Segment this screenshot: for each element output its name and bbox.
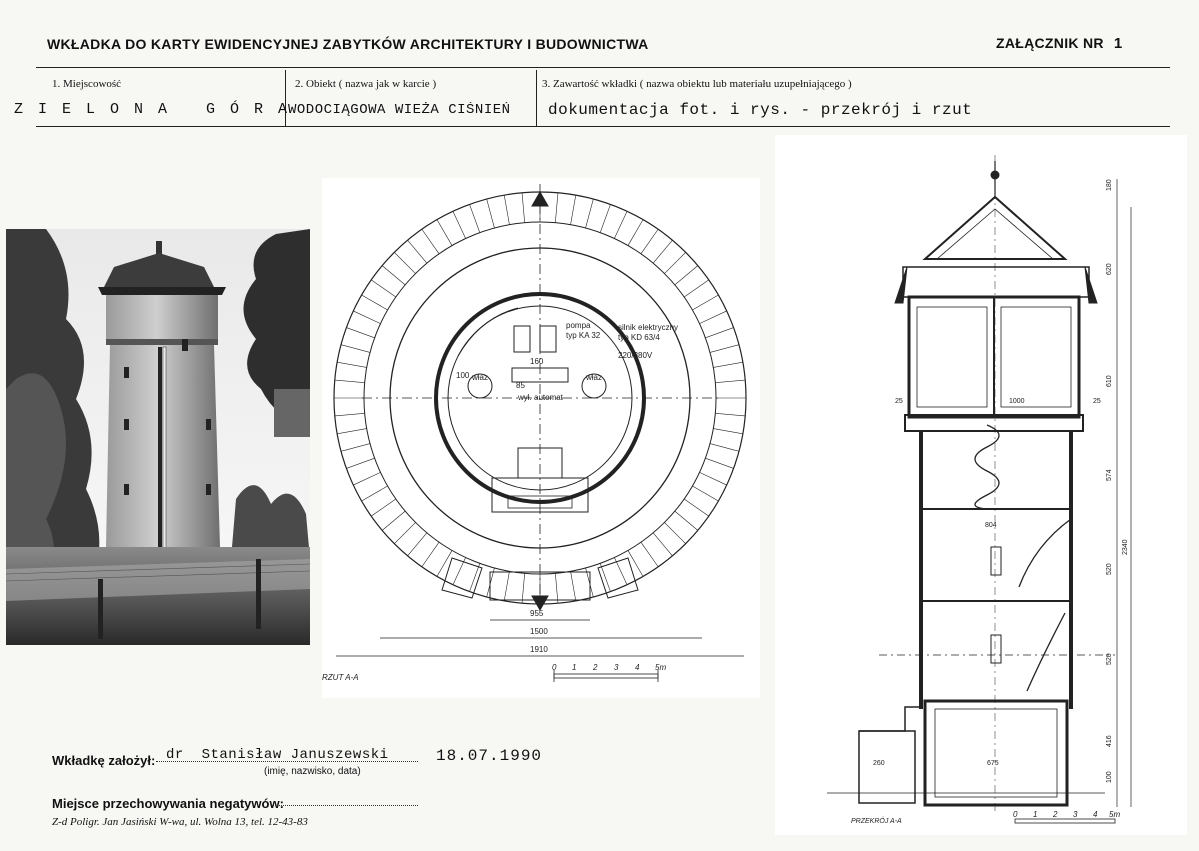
attachment-label: ZAŁĄCZNIK NR [996,35,1104,51]
plan-ring-tick [522,573,525,603]
svg-text:2: 2 [1053,810,1058,819]
plan-dim-955: 955 [530,609,544,618]
plan-ring-tick [346,328,374,338]
plan-ring-tick [335,413,365,416]
tower-photograph [6,229,310,645]
plan-ring-tick [408,240,427,263]
svg-text:520: 520 [1106,653,1113,665]
plan-ring-tick [337,362,367,367]
contents-value: dokumentacja fot. i rys. - przekrój i rzut [548,101,973,119]
plan-ring-tick [408,533,427,556]
svg-text:5m: 5m [655,663,667,672]
plan-dim-85: 85 [516,381,525,390]
plan-ring-tick [653,240,672,263]
plan-note-pump-type: typ KA 32 [566,331,601,340]
svg-text:1: 1 [1033,810,1038,819]
plan-note-motor: silnik elektryczny [618,323,679,332]
svg-text:416: 416 [1106,735,1113,747]
plan-ring-tick [437,550,452,576]
founder-hint: (imię, nazwisko, data) [264,766,361,777]
plan-ring-tick [713,362,743,367]
plan-ring-tick [600,204,610,232]
plan-ring-tick [337,429,367,434]
plan-note-manhole-1: właz [472,373,489,382]
plan-ring-tick [487,199,495,228]
plan-ring-tick [614,211,627,238]
plan-ring-tick [705,458,733,468]
plan-ring-tick [571,195,576,225]
svg-text:5m: 5m [1109,810,1121,819]
plan-ring-tick [522,193,525,223]
plan-ring-tick [371,499,396,516]
plan-ring-tick [362,295,388,310]
plan-ring-tick [346,458,374,468]
attachment-number [996,35,1122,52]
svg-text:0: 0 [552,663,557,672]
svg-text:260: 260 [873,760,885,767]
storage-label: Miejsce przechowywania negatywów: [52,796,284,811]
plan-ring-tick [684,499,709,516]
locality-label: 1. Miejscowość [52,78,122,90]
form-title: WKŁADKA DO KARTY EWIDENCYJNEJ ZABYTKÓW ARCHITEKTURY I BUDOWNICTWA [47,36,649,52]
svg-text:0: 0 [1013,810,1018,819]
plan-ring-tick [710,444,739,452]
floor-plan-drawing [322,178,760,698]
svg-text:574: 574 [1106,469,1113,481]
plan-ring-tick [353,472,380,485]
plan-dim-1500: 1500 [530,627,548,636]
founder-date: 18.07.1990 [436,747,543,765]
plan-ring-tick [504,195,509,225]
plan-ring-tick [684,280,709,297]
plan-ring-tick [705,328,733,338]
plan-scale-bar [554,670,658,682]
plan-ring-tick [664,522,685,543]
section-label: PRZEKRÓJ A-A [851,818,902,825]
svg-text:2: 2 [593,663,598,672]
plan-ring-tick [641,542,658,567]
svg-text:100: 100 [1106,771,1113,783]
plan-ring-tick [504,571,509,601]
plan-ring-tick [353,311,380,324]
contents-label: 3. Zawartość wkładki ( nazwa obiektu lub materiału uzupełniającego ) [542,78,852,90]
plan-ring-tick [675,511,698,530]
plan-ring-tick [394,522,415,543]
plan-dim-160: 160 [530,357,544,366]
founder-value: dr Stanisław Januszewski [166,747,389,763]
svg-text:25: 25 [1093,398,1101,405]
plan-ring-tick [555,573,558,603]
attachment-number-value: 1 [1113,35,1123,52]
svg-text:25: 25 [895,398,903,405]
svg-text:1000: 1000 [1009,398,1025,405]
plan-ring-tick [692,295,718,310]
svg-text:4: 4 [635,663,640,672]
plan-ring-tick [362,486,388,501]
plan-ring-tick [713,429,743,434]
plan-ring-tick [382,266,405,285]
svg-text:620: 620 [1106,263,1113,275]
plan-ring-tick [571,571,576,601]
plan-ring-tick [653,533,672,556]
plan-ring-tick [600,563,610,591]
plan-ring-tick [700,311,727,324]
svg-text:1: 1 [572,663,577,672]
section-scale-bar [1015,819,1115,823]
plan-ring-tick [453,211,466,238]
plan-note-motor-type: typ KD 63/4 [618,333,660,342]
printer-imprint: Z-d Poligr. Jan Jasiński W-wa, ul. Wolna 13, tel. 12-43-83 [52,816,308,828]
section-svg [775,135,1187,835]
header-rule [36,67,1170,68]
svg-text:3: 3 [1073,810,1078,819]
plan-ring-tick [394,252,415,273]
plan-ring-tick [628,550,643,576]
plan-ring-tick [715,413,745,416]
plan-ring-tick [555,193,558,223]
svg-text:675: 675 [987,760,999,767]
plan-ring-tick [341,444,370,452]
plan-ring-tick [470,563,480,591]
plan-ring-tick [371,280,396,297]
svg-text:520: 520 [1106,563,1113,575]
svg-text:4: 4 [1093,810,1098,819]
tower-photo-image [6,229,310,645]
svg-text:610: 610 [1106,375,1113,387]
storage-dotted-line [272,805,418,806]
plan-dim-1910: 1910 [530,645,548,654]
svg-text:2340: 2340 [1122,539,1129,555]
section-drawing [775,135,1187,835]
plan-ring-tick [675,266,698,285]
plan-ring-tick [664,252,685,273]
plan-ring-tick [710,345,739,353]
object-label: 2. Obiekt ( nazwa jak w karcie ) [295,78,437,90]
plan-ring-tick [335,380,365,383]
field-divider [536,70,537,126]
floor-plan-svg [322,178,760,698]
plan-ring-tick [422,229,439,254]
plan-note-voltage: 220/380V [618,351,653,360]
plan-ring-tick [437,220,452,246]
plan-ring-tick [422,542,439,567]
plan-ring-tick [715,380,745,383]
object-value: WODOCIĄGOWA WIEŻA CIŚNIEŃ [288,102,511,118]
plan-ring-tick [641,229,658,254]
plan-ring-tick [700,472,727,485]
plan-label: RZUT A-A [322,673,359,682]
plan-note-pump: pompa [566,321,591,330]
plan-ring-tick [692,486,718,501]
svg-text:180: 180 [1106,179,1113,191]
plan-ring-tick [341,345,370,353]
fields-rule [36,126,1170,127]
locality-value: Z I E L O N A G Ó R A [14,101,291,118]
plan-ring-tick [628,220,643,246]
svg-text:804: 804 [985,522,997,529]
svg-text:3: 3 [614,663,619,672]
founder-label: Wkładkę założył: [52,753,156,768]
plan-dim-100: 100 [456,371,470,380]
plan-note-automat: wył. automat [518,393,563,402]
plan-ring-tick [470,204,480,232]
plan-ring-tick [586,199,594,228]
plan-ring-tick [382,511,405,530]
plan-note-manhole-2: właz [586,373,603,382]
